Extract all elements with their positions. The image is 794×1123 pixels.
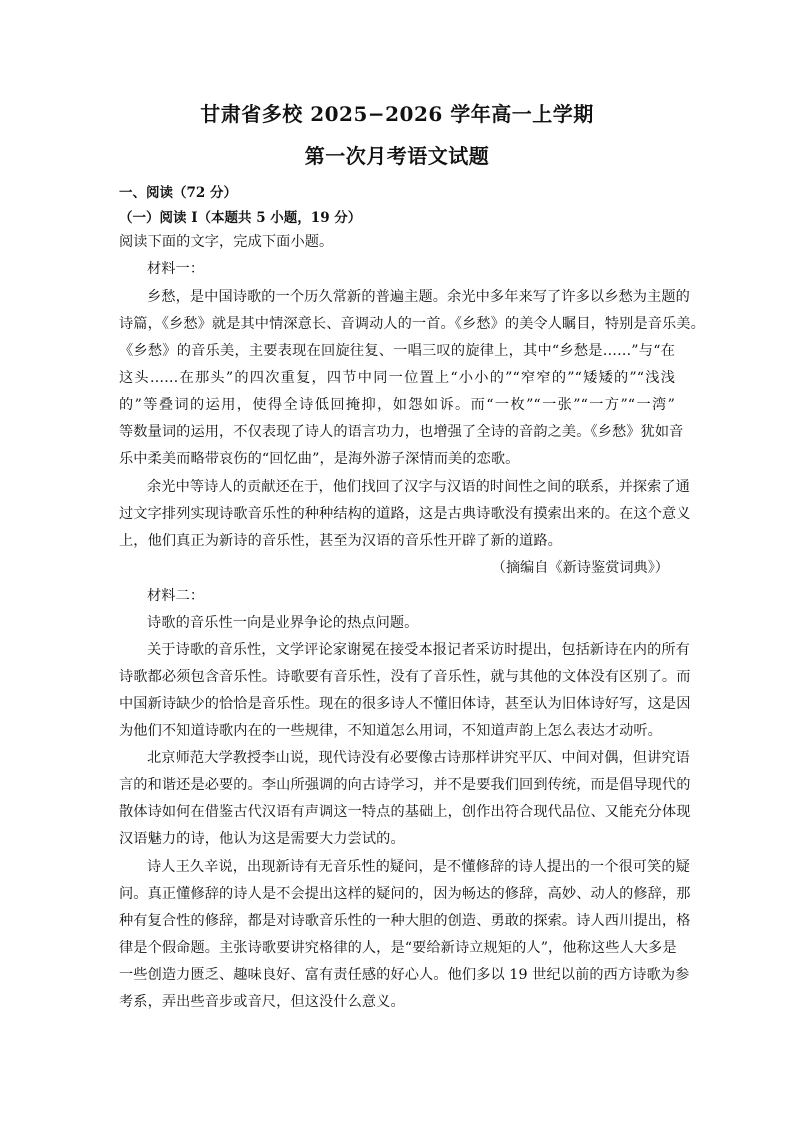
- section-heading: 一、阅读（72 分）: [119, 185, 237, 201]
- paragraph-line: 中国新诗缺少的恰恰是音乐性。现在的很多诗人不懂旧体诗，甚至认为旧体诗好写，这是因: [119, 696, 691, 712]
- paragraph-line: 考系，弄出些音步或音尺，但这没什么意义。: [119, 994, 405, 1010]
- material2-label: 材料二：: [147, 588, 205, 604]
- document-title-line1: 甘肃省多校 2025−2026 学年高一上学期: [200, 102, 594, 126]
- paragraph-line: 的”等叠词的运用，使得全诗低回掩抑，如怨如诉。而“一枚”“一张”“一方”“一湾”: [119, 397, 675, 413]
- paragraph-line: 上，他们真正为新诗的音乐性，甚至为汉语的音乐性开辟了新的道路。: [119, 533, 562, 549]
- document-title-line2: 第一次月考语文试题: [304, 144, 490, 168]
- paragraph-line: 诗篇，《乡愁》就是其中情深意长、音调动人的一首。《乡愁》的美令人瞩目，特别是音乐美。: [119, 316, 705, 332]
- material1-label: 材料一：: [147, 261, 205, 277]
- paragraph-line: 诗人王久辛说，出现新诗有无音乐性的疑问，是不懂修辞的诗人提出的一个很可笑的疑: [147, 859, 690, 875]
- instruction-text: 阅读下面的文字，完成下面小题。: [119, 234, 334, 250]
- paragraph-line: 言的和谐还是必要的。李山所强调的向古诗学习，并不是要我们回到传统，而是倡导现代的: [119, 777, 691, 793]
- paragraph-line: 这头……在那头”的四次重复，四节中同一位置上“小小的”“窄窄的”“矮矮的”“浅浅: [119, 370, 675, 386]
- paragraph-line: 乡愁，是中国诗歌的一个历久常新的普遍主题。余光中多年来写了许多以乡愁为主题的: [147, 289, 690, 305]
- paragraph-line: 乐中柔美而略带哀伤的“回忆曲”，是海外游子深情而美的恋歌。: [119, 451, 520, 467]
- paragraph-line: 汉语魅力的诗，他认为这是需要大力尝试的。: [119, 831, 405, 847]
- paragraph-line: 北京师范大学教授李山说，现代诗没有必要像古诗那样讲究平仄、中间对偶，但讲究语: [147, 750, 690, 766]
- paragraph-line: 一些创造力匮乏、趣味良好、富有责任感的好心人。他们多以 19 世纪以前的西方诗歌为参: [119, 967, 690, 983]
- paragraph-line: 种有复合性的修辞，都是对诗歌音乐性的一种大胆的创造、勇敢的探索。诗人西川提出，格: [119, 913, 691, 929]
- paragraph-line: 过文字排列实现诗歌音乐性的种种结构的道路，这是古典诗歌没有摸索出来的。在这个意义: [119, 506, 691, 522]
- paragraph-line: 余光中等诗人的贡献还在于，他们找回了汉字与汉语的时间性之间的联系，并探索了通: [147, 479, 690, 495]
- subsection-heading: （一）阅读 I（本题共 5 小题，19 分）: [119, 210, 362, 226]
- paragraph-line: 等数量词的运用，不仅表现了诗人的语言功力，也增强了全诗的音韵之美。《乡愁》犹如音: [119, 424, 684, 440]
- paragraph-line: 律是个假命题。主张诗歌要讲究格律的人，是“要给新诗立规矩的人”，他称这些人大多是: [119, 940, 677, 956]
- paragraph-line: 为他们不知道诗歌内在的一些规律，不知道怎么用词，不知道声韵上怎么表达才动听。: [119, 723, 662, 739]
- paragraph-line: 问。真正懂修辞的诗人是不会提出这样的疑问的，因为畅达的修辞，高妙、动人的修辞，那: [119, 886, 691, 902]
- paragraph-line: 散体诗如何在借鉴古代汉语有声调这一特点的基础上，创作出符合现代品位、又能充分体现: [119, 804, 691, 820]
- paragraph-line: 诗歌都必须包含音乐性。诗歌要有音乐性，没有了音乐性，就与其他的文体没有区别了。而: [119, 669, 691, 685]
- paragraph-line: 关于诗歌的音乐性，文学评论家谢冕在接受本报记者采访时提出，包括新诗在内的所有: [147, 642, 690, 658]
- paragraph-line: 诗歌的音乐性一向是业界争论的热点问题。: [147, 615, 419, 631]
- paragraph-line: 《乡愁》的音乐美，主要表现在回旋往复、一唱三叹的旋律上，其中“乡愁是……”与“在: [119, 343, 675, 359]
- material1-source: （摘编自《新诗鉴赏词典》）: [491, 560, 669, 576]
